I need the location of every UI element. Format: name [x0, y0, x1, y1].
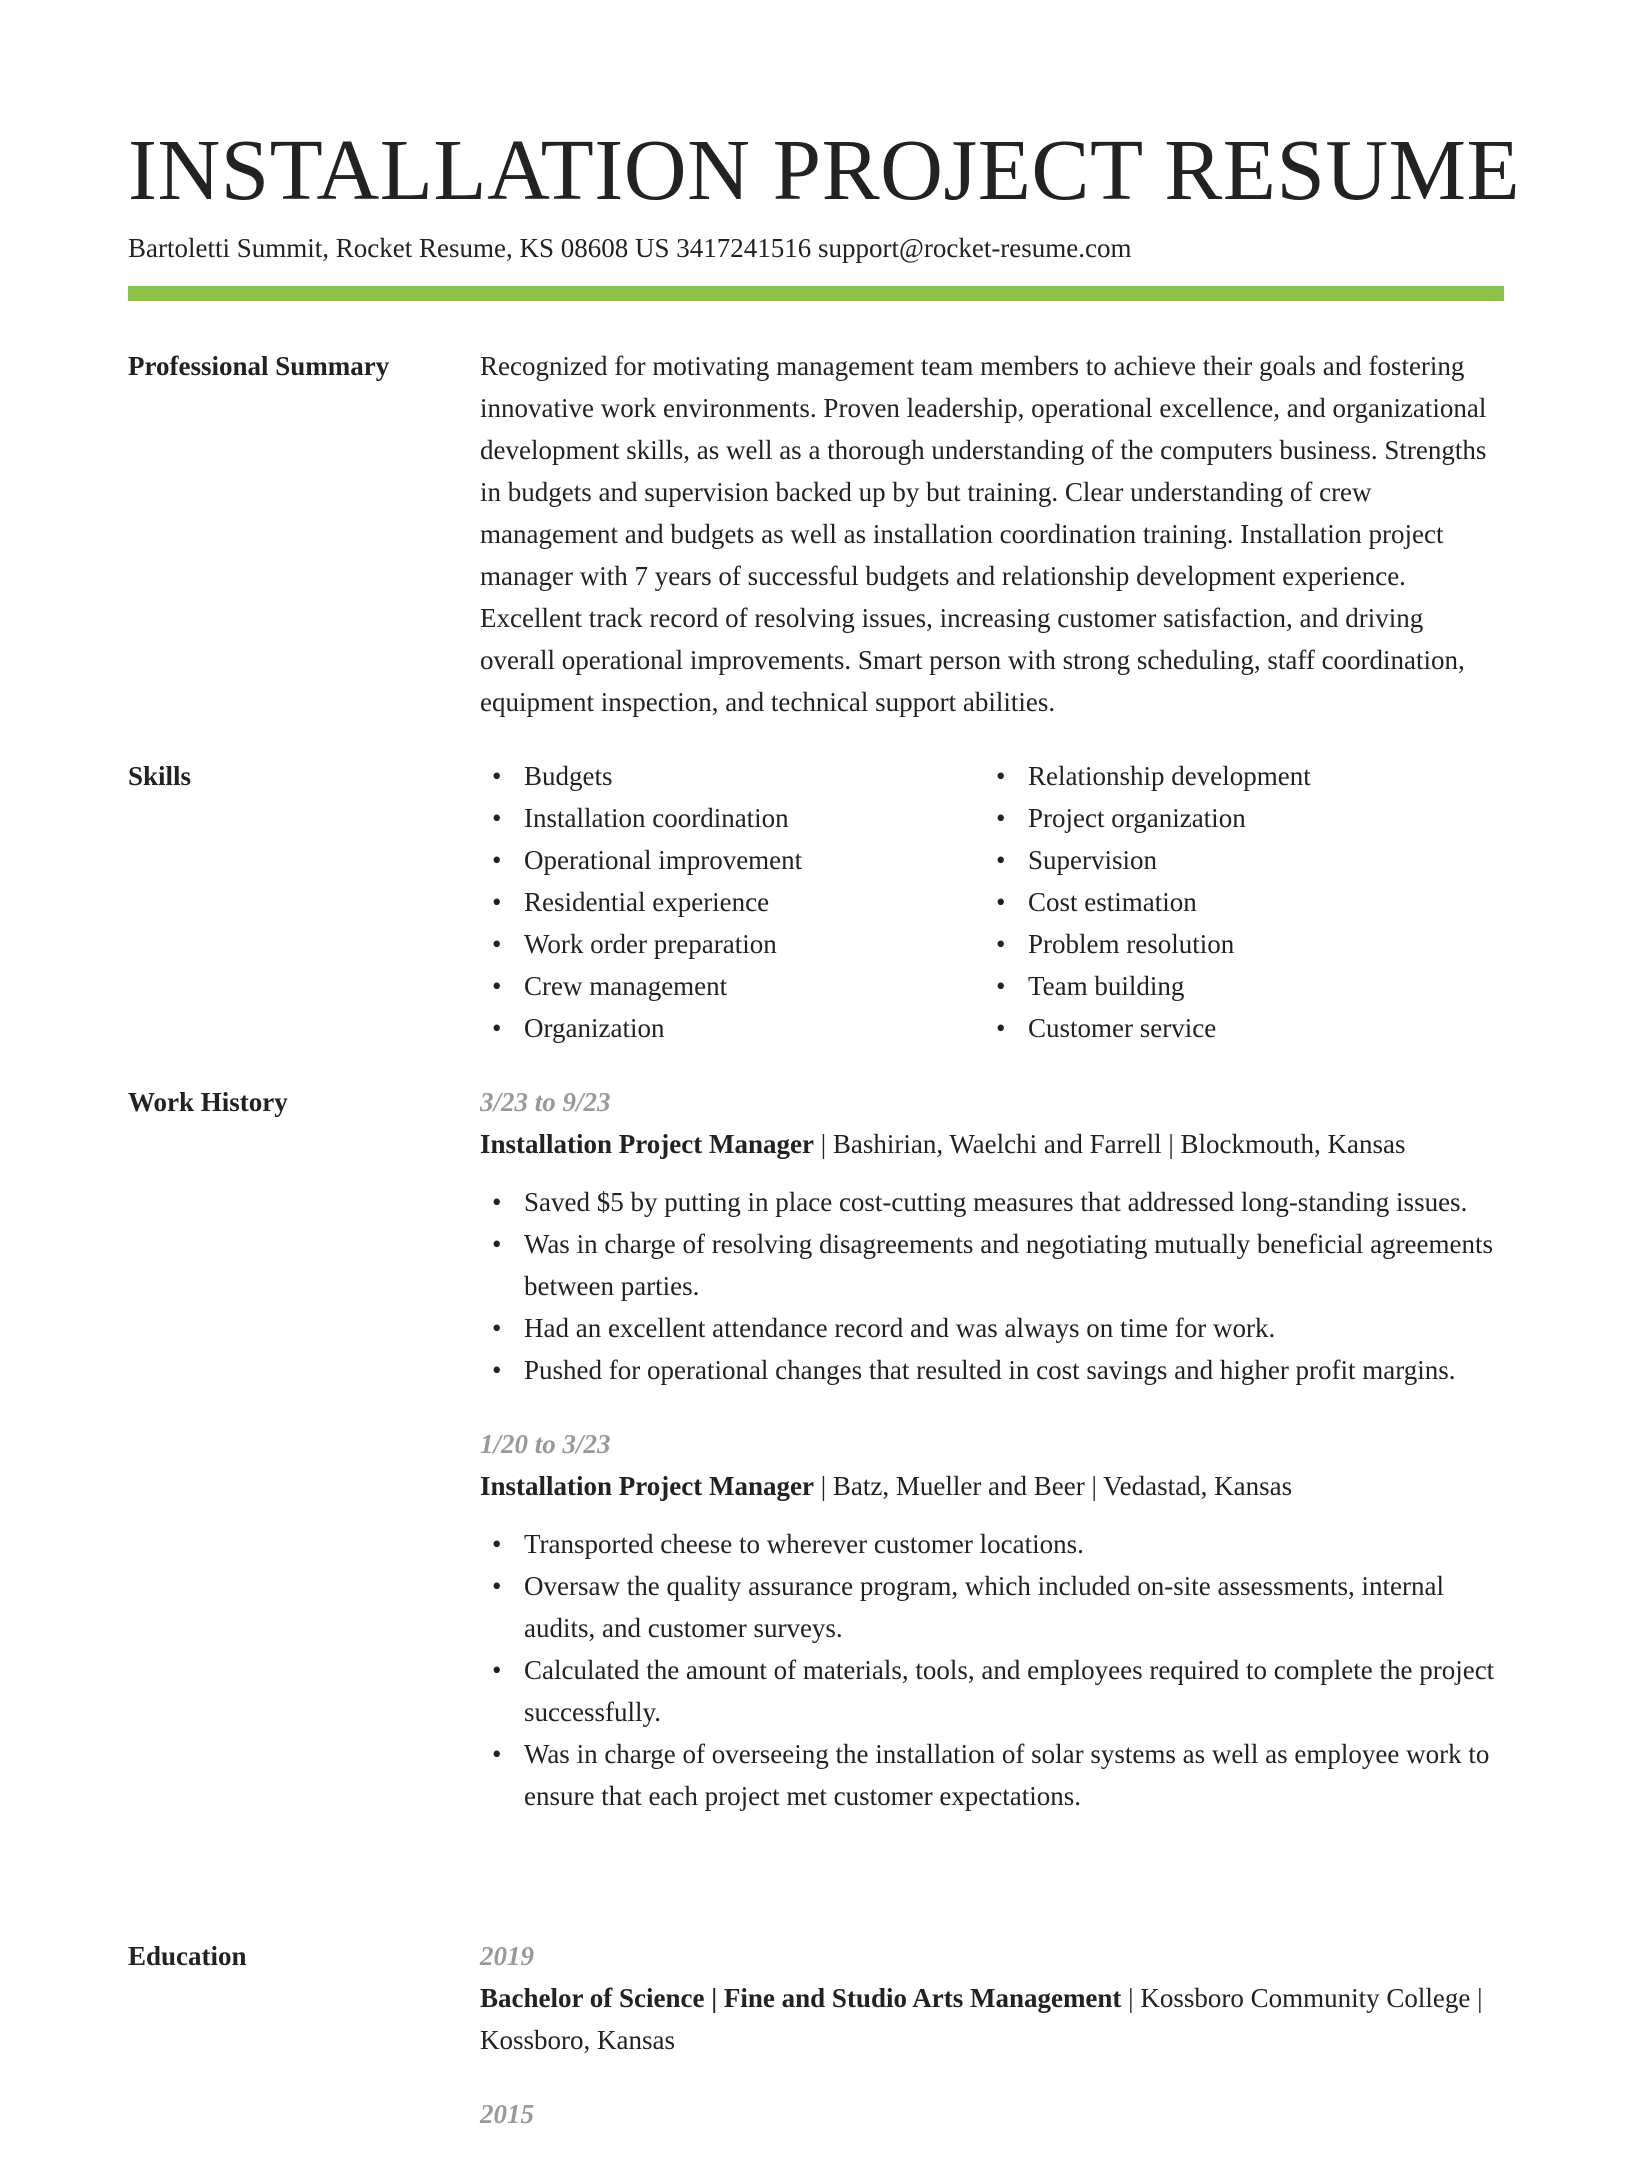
summary-label: Professional Summary — [128, 351, 390, 381]
job-entry — [480, 1081, 1504, 1391]
education-label: Education — [128, 1941, 247, 1971]
contact-line: Bartoletti Summit, Rocket Resume, KS 08608 US 3417241516 support@rocket-resume.com — [128, 233, 1132, 263]
job-entry — [480, 1423, 1504, 1817]
job-bullet: • Oversaw the quality assurance program, which included on-site assessments, internal audits, and customer surveys. — [480, 1565, 1504, 1649]
skill-item: • Installation coordination — [480, 797, 980, 839]
resume-title: INSTALLATION PROJECT RESUME — [128, 121, 1521, 218]
job-employer: | Bashirian, Waelchi and Farrell | Blockmouth, Kansas — [813, 1129, 1406, 1159]
job-bullet: • Saved $5 by putting in place cost-cutting measures that addressed long-standing issues. — [480, 1181, 1504, 1223]
skill-item: • Team building — [984, 965, 1484, 1007]
skill-item: • Customer service — [984, 1007, 1484, 1049]
job-bullet: • Was in charge of overseeing the installation of solar systems as well as employee work to ensure that each project met customer expectations. — [480, 1733, 1504, 1817]
job-bullets — [480, 1181, 1504, 1391]
job-bullet: • Was in charge of resolving disagreements and negotiating mutually beneficial agreements between parties. — [480, 1223, 1504, 1307]
job-bullet: • Calculated the amount of materials, tools, and employees required to complete the project successfully. — [480, 1649, 1504, 1733]
job-bullet: • Pushed for operational changes that resulted in cost savings and higher profit margins. — [480, 1349, 1504, 1391]
education-section — [480, 1935, 1504, 2167]
education-degree: Bachelor of Science | Fine and Studio Arts Management — [480, 1983, 1122, 2013]
work-history-section — [480, 1081, 1504, 1849]
skill-item: • Crew management — [480, 965, 980, 1007]
skills-list-left — [480, 755, 980, 1049]
education-school: | Kossboro Community College | Kossboro, Kansas — [480, 1983, 1483, 2055]
skill-item: • Supervision — [984, 839, 1484, 881]
job-dates: 3/23 to 9/23 — [480, 1087, 611, 1117]
header-divider — [128, 286, 1504, 301]
job-employer: | Batz, Mueller and Beer | Vedastad, Kansas — [813, 1471, 1293, 1501]
work-history-label: Work History — [128, 1087, 288, 1117]
skill-item: • Organization — [480, 1007, 980, 1049]
job-title: Installation Project Manager — [480, 1129, 814, 1159]
skill-item: • Problem resolution — [984, 923, 1484, 965]
job-title: Installation Project Manager — [480, 1471, 814, 1501]
job-bullets — [480, 1523, 1504, 1817]
education-entry-partial — [480, 2093, 1504, 2135]
skills-section — [480, 755, 1504, 1049]
education-year: 2019 — [480, 1941, 534, 1971]
skills-label: Skills — [128, 761, 192, 791]
skill-item: • Cost estimation — [984, 881, 1484, 923]
education-year: 2015 — [480, 2099, 534, 2129]
summary-section — [480, 345, 1504, 723]
skill-item: • Work order preparation — [480, 923, 980, 965]
skills-list-right — [984, 755, 1484, 1049]
skill-item: • Budgets — [480, 755, 980, 797]
education-degree-line — [480, 1977, 1504, 2061]
job-bullet: • Had an excellent attendance record and was always on time for work. — [480, 1307, 1504, 1349]
job-dates: 1/20 to 3/23 — [480, 1429, 611, 1459]
job-role-line — [480, 1465, 1504, 1507]
skill-item: • Operational improvement — [480, 839, 980, 881]
skill-item: • Residential experience — [480, 881, 980, 923]
skill-item: • Project organization — [984, 797, 1484, 839]
education-entry — [480, 1935, 1504, 2061]
skill-item: • Relationship development — [984, 755, 1484, 797]
job-bullet: • Transported cheese to wherever customer locations. — [480, 1523, 1504, 1565]
job-role-line — [480, 1123, 1504, 1165]
summary-text: Recognized for motivating management team members to achieve their goals and fostering innovative work environments. Proven leadership, operational excellence, and organizational development skills, as well as a thorough understanding of the computers business. Strengths in budgets and supervision backed up by but training. Clear understanding of crew management and budgets as well as installation coordination training. Installation project manager with 7 years of successful budgets and relationship development experience. Excellent track record of resolving issues, increasing customer satisfaction, and driving overall operational improvements. Smart person with strong scheduling, staff coordination, equipment inspection, and technical support abilities. — [480, 351, 1487, 717]
